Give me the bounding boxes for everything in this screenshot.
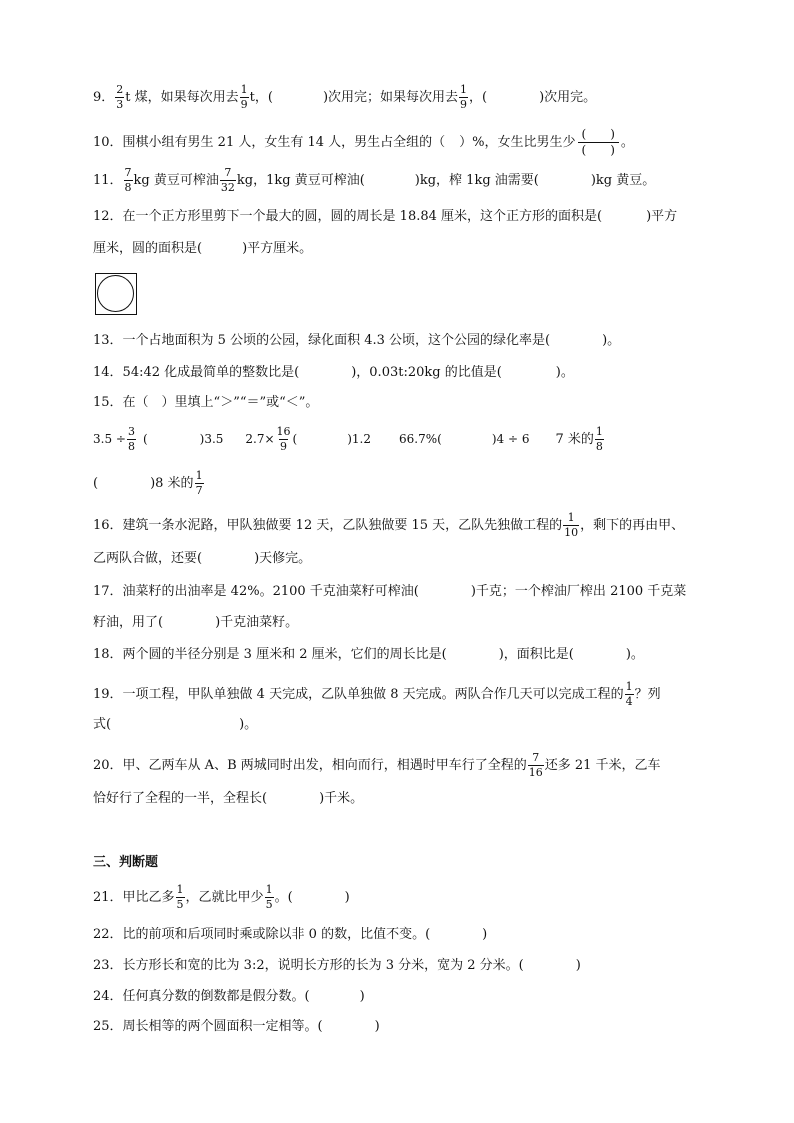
question-23: 23．长方形长和宽的比为 3:2，说明长方形的长为 3 分米，宽为 2 分米。( ) (93, 958, 581, 973)
fraction: $\frac{1}{7}$ (195, 469, 203, 497)
question-19-line-1: 19．一项工程，甲队单独做 4 天完成，乙队单独做 8 天完成。两队合作几天可以完成工程的 $\frac{1}{4}$ ？列 (93, 680, 661, 708)
fraction: $\frac{7}{32}$ (220, 166, 235, 194)
square-with-inscribed-circle-figure (95, 273, 137, 315)
question-19-line-2: 式( )。 (93, 717, 258, 732)
question-number: 9． (93, 89, 115, 105)
section-heading: 三、判断题 (93, 855, 159, 870)
question-number: 10． (93, 135, 123, 151)
question-15-instruction: 15．在（ ）里填上“＞”“＝”或“＜”。 (93, 395, 319, 410)
fraction: $\frac{16}{9}$ (276, 425, 291, 453)
fraction: $\frac{1}{10}$ (564, 511, 579, 539)
fraction: $\frac{3}{8}$ (127, 425, 135, 453)
fraction: $\frac{1}{4}$ (625, 680, 633, 708)
question-12-line-2: 厘米，圆的面积是( )平方厘米。 (93, 241, 313, 256)
question-9: 9． $\frac{2}{3}$ t 煤，如果每次用去 $\frac{1}{9}$ t，( )次用完；如果每次用去 $\frac{1}{9}$ ，( )次用完。 (93, 83, 597, 111)
question-22: 22．比的前项和后项同时乘或除以非 0 的数，比值不变。( ) (93, 927, 488, 942)
question-20-line-1: 20．甲、乙两车从 A、B 两城同时出发，相向而行，相遇时甲车行了全程的 $\frac{7}{16}$ 还多 21 千米，乙车 (93, 751, 661, 779)
fraction: $\frac{2}{3}$ (116, 83, 124, 111)
question-10: 10． 围棋小组有男生 21 人，女生有 14 人，男生占全组的（ ）%，女生比男生少 ( ) ( ) 。 (93, 127, 634, 158)
answer-fraction-blank[interactable]: ( ) ( ) (578, 128, 619, 157)
question-11: 11． $\frac{7}{8}$ kg 黄豆可榨油 $\frac{7}{32}$ kg，1kg 黄豆可榨油( )kg，榨 1kg 油需要( )kg 黄豆。 (93, 166, 656, 194)
question-13: 13．一个占地面积为 5 公顷的公园，绿化面积 4.3 公顷，这个公园的绿化率是( )。 (93, 333, 621, 348)
fraction: $\frac{7}{16}$ (528, 751, 543, 779)
question-25: 25．周长相等的两个圆面积一定相等。( ) (93, 1019, 380, 1034)
question-15-row-2: ( )8 米的 $\frac{1}{7}$ (93, 469, 203, 497)
question-17-line-1: 17．油菜籽的出油率是 42%。2100 千克油菜籽可榨油( )千克；一个榨油厂榨出 2100 千克菜 (93, 584, 687, 599)
question-21: 21．甲比乙多 $\frac{1}{5}$ ，乙就比甲少 $\frac{1}{5}$ 。( ) (93, 883, 350, 911)
question-15-row-1: 3.5 ÷ $\frac{3}{8}$ ( )3.5 2.7× $\frac{16}{9}$ ( )1.2 66.7%( )4 ÷ 6 7 米的 $\frac{1}{8}$ (93, 425, 603, 453)
question-18: 18．两个圆的半径分别是 3 厘米和 2 厘米，它们的周长比是( )，面积比是( )。 (93, 647, 644, 662)
question-number: 11． (93, 172, 123, 188)
question-16-line-2: 乙两队合做，还要( )天修完。 (93, 551, 312, 566)
fraction: $\frac{1}{5}$ (176, 883, 184, 911)
inscribed-circle (97, 275, 134, 312)
fraction: $\frac{7}{8}$ (124, 166, 132, 194)
question-12-line-1: 12．在一个正方形里剪下一个最大的圆，圆的周长是 18.84 厘米，这个正方形的面积是( )平方 (93, 209, 678, 224)
question-16-line-1: 16．建筑一条水泥路，甲队独做要 12 天，乙队独做要 15 天，乙队先独做工程的 $\frac{1}{10}$ ，剩下的再由甲、 (93, 511, 685, 539)
fraction: $\frac{1}{9}$ (240, 83, 248, 111)
fraction: $\frac{1}{9}$ (460, 83, 468, 111)
question-20-line-2: 恰好行了全程的一半，全程长( )千米。 (93, 791, 364, 806)
question-17-line-2: 籽油，用了( )千克油菜籽。 (93, 615, 299, 630)
question-24: 24．任何真分数的倒数都是假分数。( ) (93, 989, 365, 1004)
question-14: 14．54:42 化成最简单的整数比是( )，0.03t:20kg 的比值是( )。 (93, 365, 574, 380)
fraction: $\frac{1}{8}$ (595, 425, 603, 453)
fraction: $\frac{1}{5}$ (265, 883, 273, 911)
